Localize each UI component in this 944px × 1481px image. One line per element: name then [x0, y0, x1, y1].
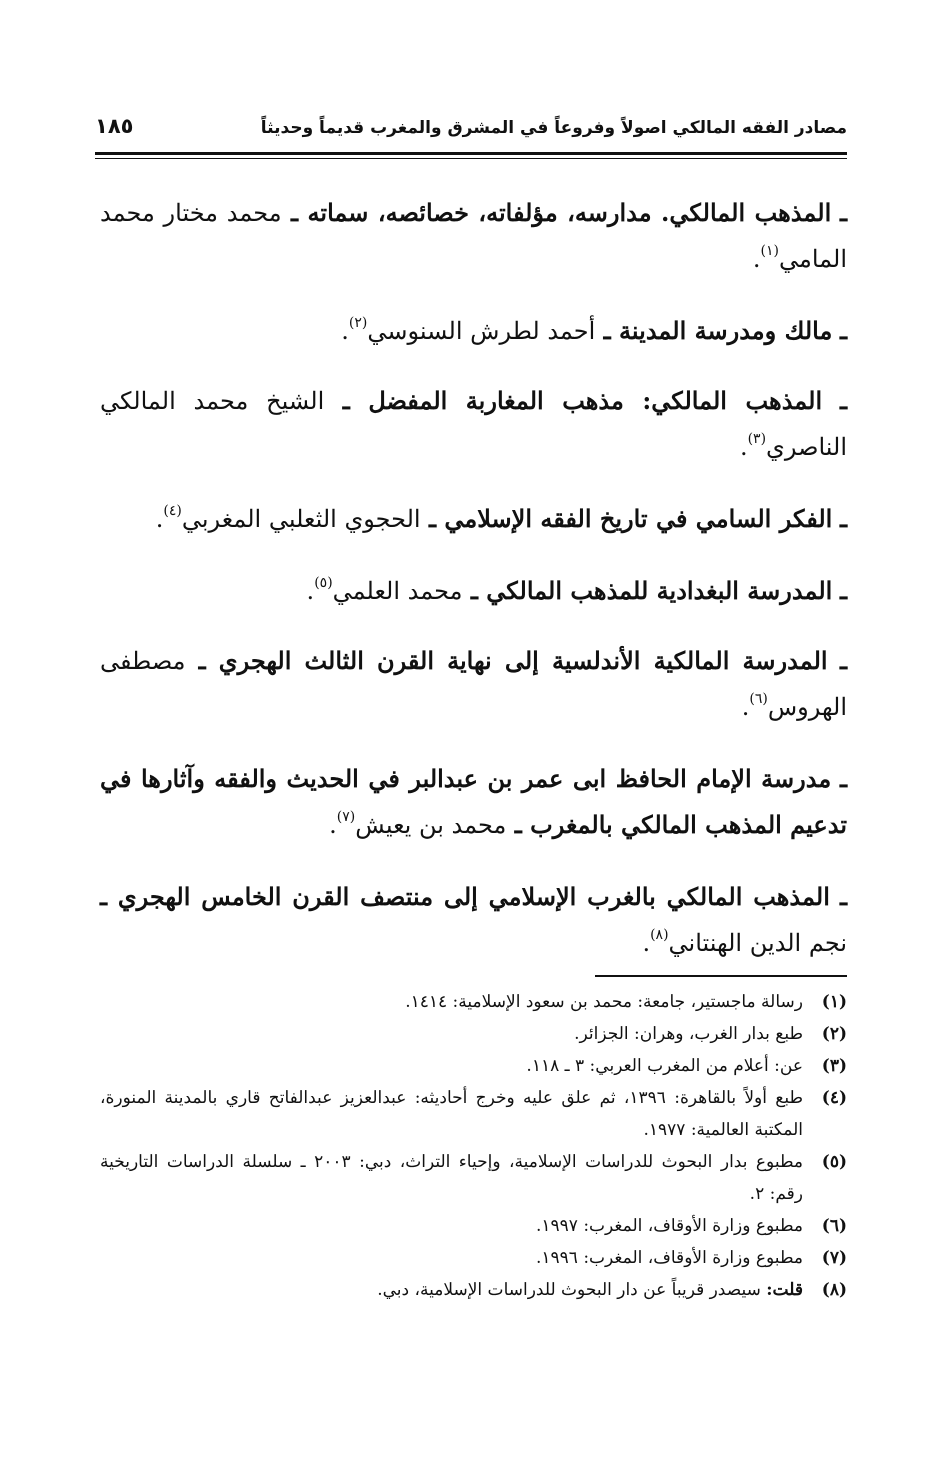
footnote [100, 986, 847, 1018]
page-number: ١٨٥ [95, 114, 134, 138]
page-header [95, 112, 847, 152]
footnote-text: عن: أعلام من المغرب العربي: ٣ ـ ١١٨. [526, 1056, 803, 1076]
entry-author: محمد العلمي [332, 577, 463, 605]
footnote-ref[interactable]: (٦) [749, 691, 768, 707]
footnotes [100, 986, 847, 1306]
footnote-rule [595, 975, 847, 977]
entry-title: مالك ومدرسة المدينة [619, 316, 833, 345]
entry-dash: ـ [839, 504, 847, 533]
entry-end: . [642, 929, 651, 957]
footnote [100, 1146, 847, 1210]
footnote-lead: قلت: [766, 1280, 803, 1300]
footnote-ref[interactable]: (٥) [314, 575, 333, 591]
footnote-number: (١) [821, 992, 847, 1012]
entry-title: المذهب المالكي بالغرب الإسلامي إلى منتصف القرن الخامس الهجري [117, 882, 830, 911]
entry-end: . [329, 811, 337, 839]
footnote-text: رسالة ماجستير، جامعة: محمد بن سعود الإسلامية: ١٤١٤. [405, 992, 803, 1012]
footnote-ref[interactable]: (٧) [336, 809, 356, 825]
entry-dash: ـ [839, 882, 847, 911]
footnote-number: (٨) [821, 1280, 847, 1300]
footnote [100, 1274, 847, 1306]
entry-separator: ـ [420, 504, 445, 533]
entry-separator: ـ [185, 646, 219, 675]
entry-dash: ـ [839, 198, 848, 227]
entry-separator: ـ [462, 576, 487, 605]
footnote [100, 1210, 847, 1242]
footnote-number: (٤) [821, 1088, 847, 1108]
entry-dash: ـ [839, 316, 847, 345]
entry-dash: ـ [839, 646, 847, 675]
entry-end: . [341, 317, 349, 345]
bibliography-entry [100, 496, 847, 542]
entry-separator: ـ [281, 198, 308, 227]
footnote-text-wrap [100, 1274, 803, 1306]
entry-author: أحمد لطرش السنوسي [367, 317, 596, 345]
footnote [100, 1242, 847, 1274]
entry-dash: ـ [839, 386, 847, 415]
header-rule-thin [95, 158, 847, 159]
entry-author: محمد مختار محمد المامي [100, 199, 847, 273]
footnote-text: طبع أولاً بالقاهرة: ١٣٩٦، ثم علق عليه وخرج أحاديثه: عبدالعزيز عبدالفاتح قاري بالمدينة المنورة، المكتبة العالمية: ١٩٧٧. [100, 1088, 803, 1140]
entry-author: مصطفى الهروس [100, 647, 847, 721]
entry-title: مدرسة الإمام الحافظ ابى عمر بن عبدالبر في الحديث والفقه وآثارها في تدعيم المذهب المالكي بالمغرب [100, 764, 847, 839]
footnote-ref[interactable]: (٣) [747, 431, 767, 447]
running-title: مصادر الفقه المالكي اصولاً وفروعاً في المشرق والمغرب قديماً وحديثاً [260, 118, 847, 138]
footnote [100, 1018, 847, 1050]
entry-separator: ـ [324, 386, 369, 415]
footnote-text: سيصدر قريباً عن دار البحوث للدراسات الإسلامية، دبي. [377, 1280, 767, 1300]
entry-end: . [741, 693, 750, 721]
bibliography-entry [100, 638, 847, 730]
entry-title: الفكر السامي في تاريخ الفقه الإسلامي [444, 504, 833, 533]
footnote-text: مطبوع وزارة الأوقاف، المغرب: ١٩٩٦. [535, 1248, 803, 1268]
entry-title: المدرسة المالكية الأندلسية إلى نهاية القرن الثالث الهجري [218, 646, 828, 675]
footnote-number: (٦) [821, 1216, 847, 1236]
footnote [100, 1082, 847, 1146]
footnote-text: مطبوع بدار البحوث للدراسات الإسلامية، وإحياء التراث، دبي: ٢٠٠٣ ـ سلسلة الدراسات التاريخية رقم: ٢. [100, 1152, 803, 1204]
footnote-number: (٢) [821, 1024, 847, 1044]
footnote-number: (٣) [821, 1056, 847, 1076]
footnote-ref[interactable]: (٨) [650, 927, 669, 943]
footnote-number: (٥) [821, 1152, 847, 1172]
entry-title: المدرسة البغدادية للمذهب المالكي [486, 576, 833, 605]
bibliography-list [100, 190, 847, 992]
footnote-ref[interactable]: (٤) [163, 503, 182, 519]
entry-author: الحجوي الثعلبي المغربي [181, 505, 421, 533]
entry-author: الشيخ محمد المالكي الناصري [100, 387, 847, 461]
bibliography-entry [100, 190, 847, 282]
bibliography-entry [100, 568, 847, 614]
entry-end: . [752, 245, 761, 273]
entry-dash: ـ [839, 576, 847, 605]
entry-end: . [306, 577, 315, 605]
bibliography-entry [100, 308, 847, 354]
entry-end: . [739, 433, 748, 461]
bibliography-entry [100, 756, 847, 848]
footnote-ref[interactable]: (٢) [348, 315, 368, 331]
entry-dash: ـ [839, 764, 847, 793]
bibliography-entry [100, 874, 847, 966]
footnote-number: (٧) [821, 1248, 847, 1268]
entry-author: نجم الدين الهنتاني [668, 929, 847, 957]
entry-separator: ـ [100, 882, 118, 911]
footnote-text: مطبوع وزارة الأوقاف، المغرب: ١٩٩٧. [535, 1216, 803, 1236]
entry-author: محمد بن يعيش [355, 811, 507, 839]
bibliography-entry [100, 378, 847, 470]
entry-title: المذهب المالكي. مدارسه، مؤلفاته، خصائصه، سماته [307, 198, 832, 227]
footnote-ref[interactable]: (١) [760, 243, 779, 259]
entry-title: المذهب المالكي: مذهب المغاربة المفضل [368, 386, 823, 415]
footnote [100, 1050, 847, 1082]
header-rule-thick [95, 152, 847, 155]
footnote-text: طبع بدار الغرب، وهران: الجزائر. [574, 1024, 803, 1044]
entry-end: . [155, 505, 164, 533]
entry-separator: ـ [506, 810, 531, 839]
entry-separator: ـ [595, 316, 620, 345]
